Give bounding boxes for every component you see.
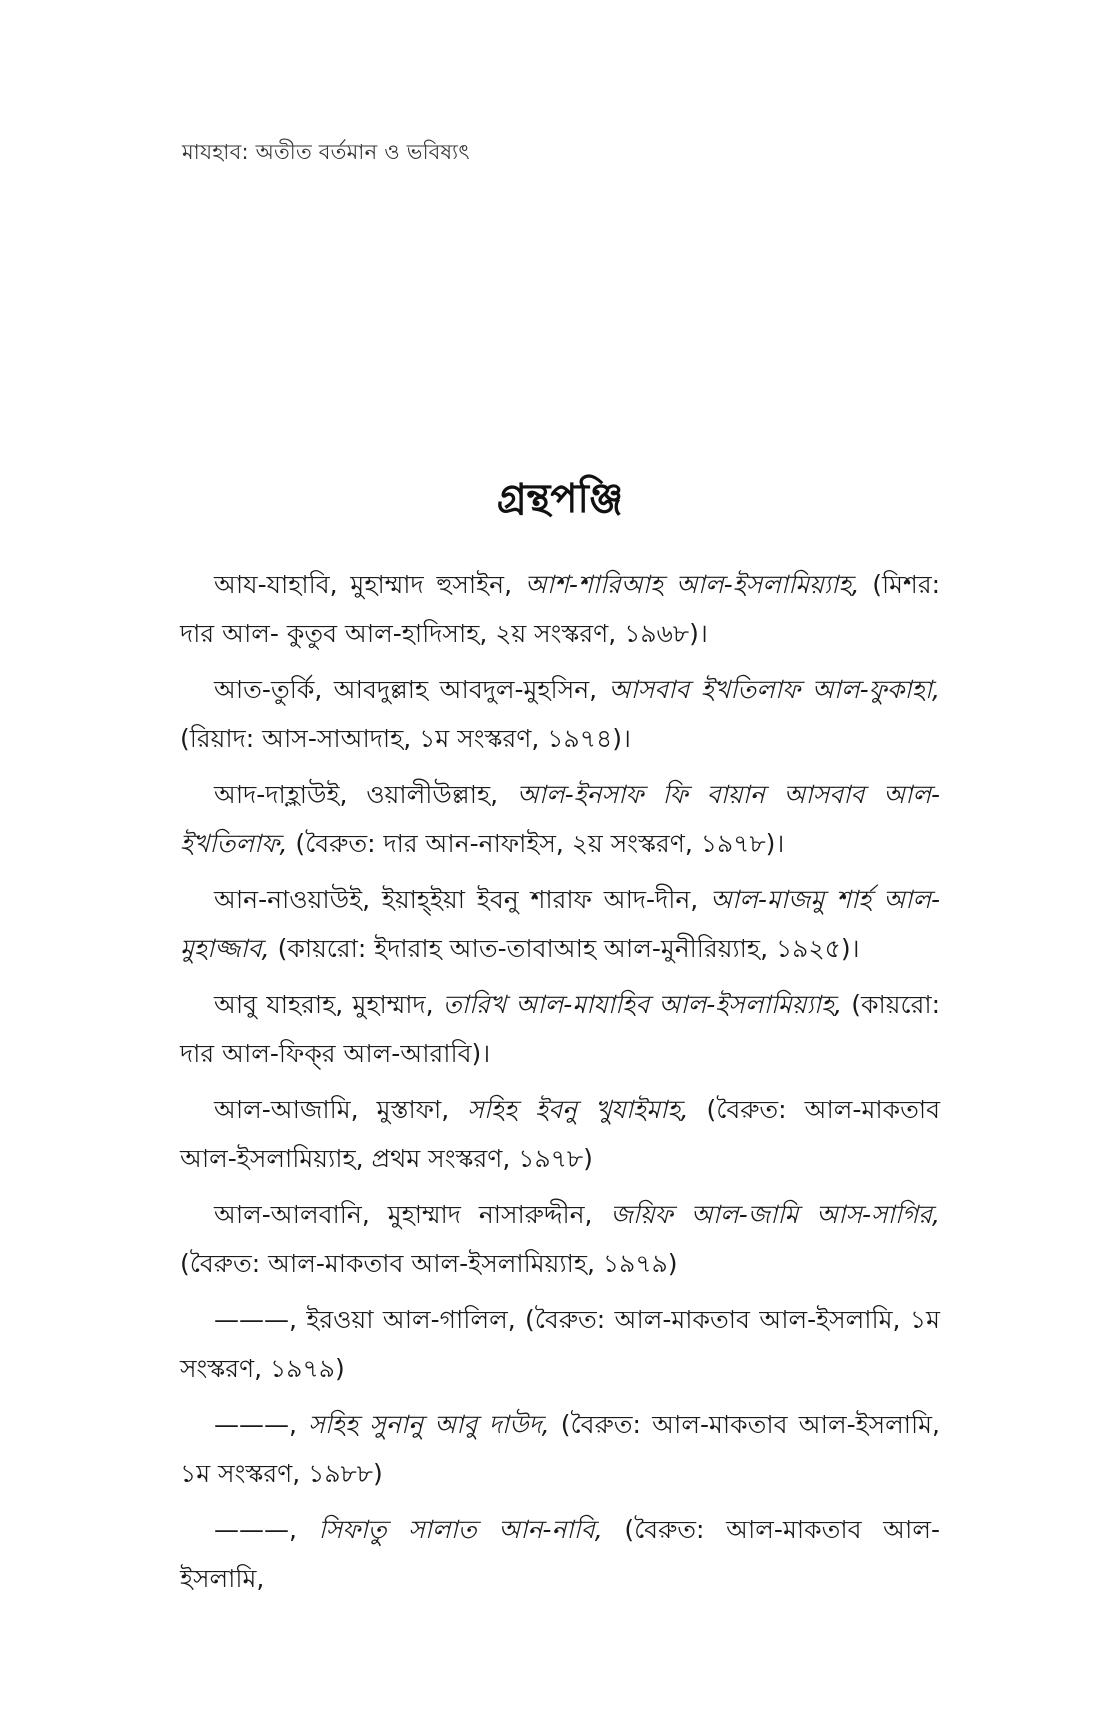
entry-author: ———, [214,1410,309,1439]
entry-publication: (বৈরুত: দার আন-নাফাইস, ২য় সংস্করণ, ১৯৭৮)। [287,829,785,858]
entry-author: আন-নাওয়াউই, ইয়াহ্ইয়া ইবনু শারাফ আদ-দীন, [214,885,711,914]
entry-work-title: আল-মাজমু শার্হ আল-মুহাজ্জাব, [180,885,941,963]
entry-work-title: সহিহ সুনানু আবু দাউদ, [308,1410,550,1439]
entry-publication: (বৈরুত: আল-মাকতাব আল-ইসলামিয়্যাহ, প্রথম সংস্করণ, ১৯৭৮) [180,1095,940,1173]
bibliography-list [180,560,940,1610]
running-header: মাযহাব: অতীত বর্তমান ও ভবিষ্যৎ [182,140,470,164]
bibliography-entry [180,770,940,868]
bibliography-entry [180,875,940,973]
bibliography-entry [180,980,940,1078]
bibliography-entry [180,1085,940,1183]
entry-author: আদ-দাহ্লাউই, ওয়ালীউল্লাহ, [214,780,517,809]
bibliography-entry [180,1295,940,1393]
entry-work-title: সিফাতু সালাত আন-নাবি, [318,1515,603,1544]
entry-work-title: তারিখ আল-মাযাহিব আল-ইসলামিয়্যাহ, [442,990,843,1019]
entry-publication: (কায়রো: দার আল-ফিক্‌র আল-আরাবি)। [180,990,940,1068]
entry-publication: (বৈরুত: আল-মাকতাব আল-ইসলামি, [180,1515,940,1593]
entry-author: ———, [214,1515,319,1544]
entry-author: ———, [214,1305,307,1334]
entry-publication: (বৈরুত: আল-মাকতাব আল-ইসলামি, ১ম সংস্করণ, ১৯৮৮) [180,1410,940,1488]
entry-work-title: আসবাব ইখতিলাফ আল-ফুকাহা, [608,675,940,704]
entry-author: আল-আলবানি, মুহাম্মাদ নাসারুদ্দীন, [214,1200,611,1229]
entry-author: আয-যাহাবি, মুহাম্মাদ হুসাইন, [214,570,525,599]
entry-publication: (কায়রো: ইদারাহ আত-তাবাআহ আল-মুনীরিয়্যাহ, ১৯২৫)। [269,934,860,963]
entry-work-title: সহিহ ইবনু খুযাইমাহ, [467,1095,689,1124]
bibliography-entry [180,665,940,763]
bibliography-entry [180,1400,940,1498]
section-title: গ্রন্থপঞ্জি [496,475,624,522]
entry-author: আবু যাহরাহ, মুহাম্মাদ, [214,990,443,1019]
bibliography-entry [180,1505,940,1603]
bibliography-entry [180,560,940,658]
entry-publication: ইরওয়া আল-গালিল, (বৈরুত: আল-মাকতাব আল-ইসলামি, ১ম সংস্করণ, ১৯৭৯) [180,1305,940,1383]
entry-publication: (মিশর: দার আল- কুতুব আল-হাদিসাহ, ২য় সংস্করণ, ১৯৬৮)। [180,570,940,648]
entry-author: আত-তুর্কি, আবদুল্লাহ আবদুল-মুহসিন, [214,675,609,704]
bibliography-entry [180,1190,940,1288]
entry-publication: (বৈরুত: আল-মাকতাব আল-ইসলামিয়্যাহ, ১৯৭৯) [180,1249,678,1278]
entry-work-title: আল-ইনসাফ ফি বায়ান আসবাব আল-ইখতিলাফ, [180,780,940,858]
entry-publication: (রিয়াদ: আস-সাআদাহ, ১ম সংস্করণ, ১৯৭৪)। [180,724,631,753]
entry-work-title: আশ-শারিআহ আল-ইসলামিয়্যাহ, [524,570,860,599]
entry-work-title: জয়িফ আল-জামি আস-সাগির, [610,1200,940,1229]
entry-author: আল-আজামি, মুস্তাফা, [214,1095,468,1124]
